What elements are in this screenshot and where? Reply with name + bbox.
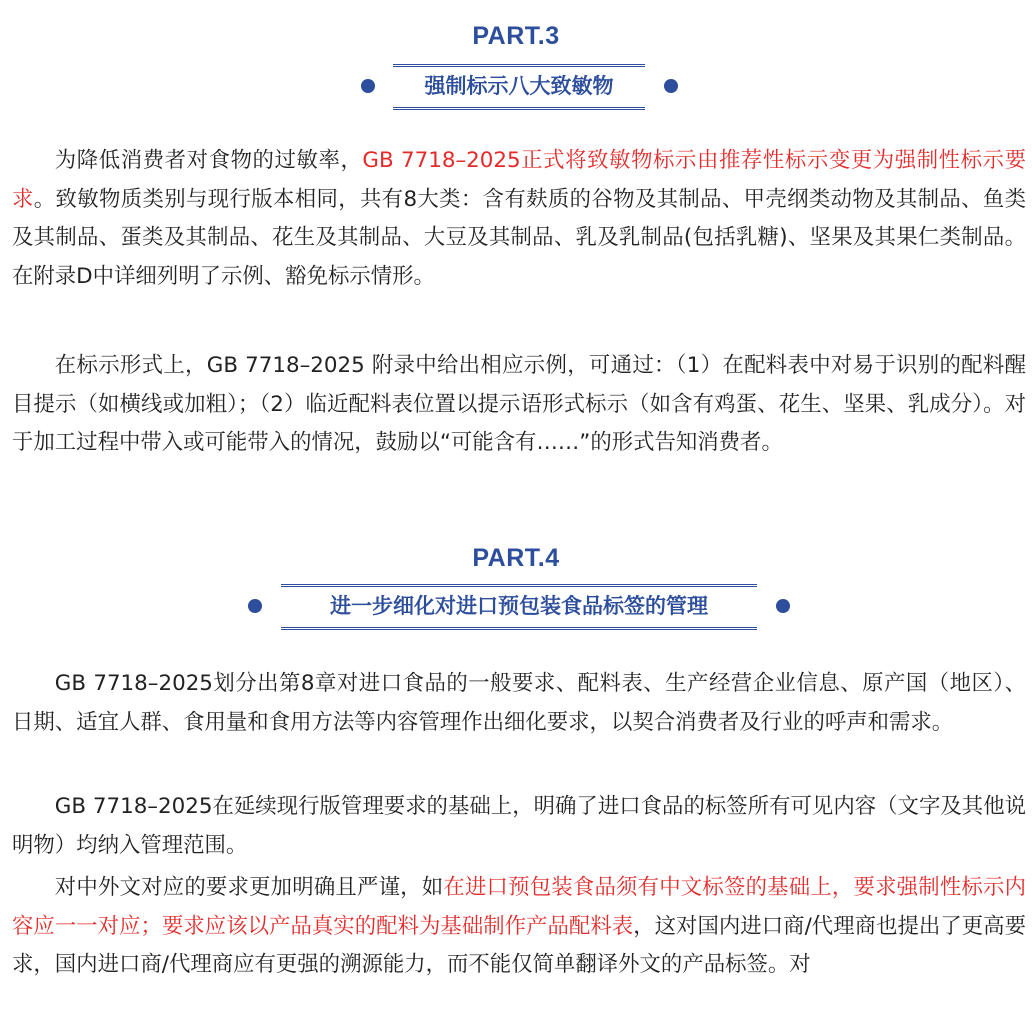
part4-paragraph-1 [12, 665, 1026, 742]
highlighted-text: GB 7718–2025正式将致敏物标示由推荐性标示变更为强制性标示要求 [12, 148, 1026, 212]
part4-paragraph-2 [12, 788, 1026, 865]
paragraph-text: 在标示形式上，GB 7718–2025 附录中给出相应示例，可通过：（1）在配料表中对易于识别的配料醒目提示（如横线或加粗）；（2）临近配料表位置以提示语形式标示（如含有鸡蛋、花生、坚果、乳成分）。对于加工过程中带入或可能带入的情况，鼓励以“可能含有……”的形式告知消费者。 [12, 353, 1026, 456]
bullet-dot-icon [248, 599, 262, 613]
part4-title: 进一步细化对进口预包装食品标签的管理 [281, 584, 757, 630]
part4-title-row [0, 584, 1032, 630]
paragraph-text: GB 7718–2025划分出第8章对进口食品的一般要求、配料表、生产经营企业信息、原产国（地区）、日期、适宜人群、食用量和食用方法等内容管理作出细化要求，以契合消费者及行业的呼声和需求。 [12, 671, 1026, 735]
bullet-dot-icon [776, 599, 790, 613]
paragraph-text: 。致敏物质类别与现行版本相同，共有8大类：含有麸质的谷物及其制品、甲壳纲类动物及其制品、鱼类及其制品、蛋类及其制品、花生及其制品、大豆及其制品、乳及乳制品(包括乳糖)、坚果及其果仁类制品。在附录D中详细列明了示例、豁免标示情形。 [12, 186, 1026, 289]
paragraph-text: 为降低消费者对食物的过敏率， [54, 148, 363, 173]
paragraph-text: GB 7718–2025在延续现行版管理要求的基础上，明确了进口食品的标签所有可见内容（文字及其他说明物）均纳入管理范围。 [12, 794, 1026, 858]
bullet-dot-icon [361, 79, 375, 93]
bullet-dot-icon [664, 79, 678, 93]
highlighted-text: 在进口预包装食品须有中文标签的基础上，要求强制性标示内容应一一对应；要求应该以产品真实的配料为基础制作产品配料表 [12, 875, 1026, 939]
part3-title-row [0, 64, 1032, 110]
part3-label: PART.3 [472, 22, 560, 50]
paragraph-text: 对中外文对应的要求更加明确且严谨，如 [54, 875, 444, 900]
part4-label: PART.4 [472, 544, 560, 572]
part3-paragraph-1 [12, 142, 1026, 296]
part3-paragraph-2 [12, 347, 1026, 463]
part4-paragraph-3 [12, 869, 1026, 985]
paragraph-text: ，这对国内进口商/代理商也提出了更高要求，国内进口商/代理商应有更强的溯源能力，而不能仅简单翻译外文的产品标签。对 [12, 913, 1026, 978]
part3-title: 强制标示八大致敏物 [393, 64, 645, 110]
